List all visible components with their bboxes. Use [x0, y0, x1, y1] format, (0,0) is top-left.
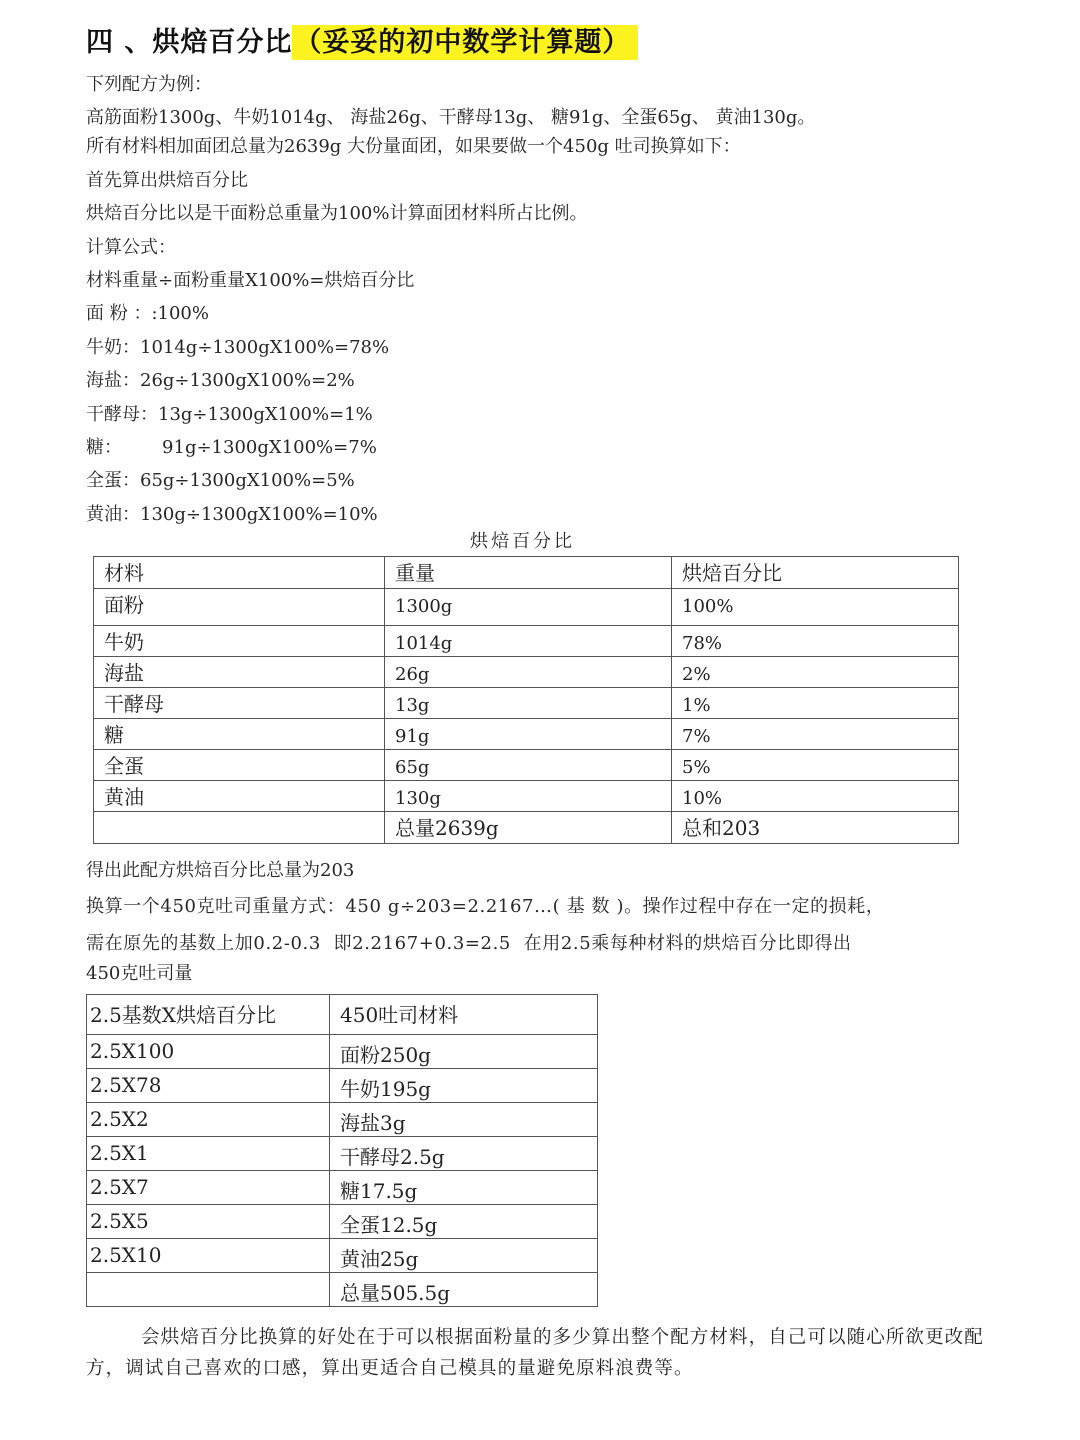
table-row [87, 1205, 598, 1239]
table-cell: 总和203 [672, 812, 959, 844]
formula-line: 糖： 91g÷1300gX100%=7% [86, 437, 377, 458]
intro-line: 计算公式： [86, 237, 176, 258]
table-cell: 总量505.5g [330, 1273, 598, 1307]
table-cell: 26g [385, 657, 672, 688]
table-row [87, 1069, 598, 1103]
table-cell: 牛奶195g [330, 1069, 598, 1103]
table-cell: 2.5X5 [87, 1205, 330, 1239]
table-cell: 全蛋 [94, 750, 385, 781]
table-cell: 糖 [94, 719, 385, 750]
table-row [94, 688, 959, 719]
table-cell: 黄油 [94, 781, 385, 812]
table-total-row [87, 1273, 598, 1307]
table-cell: 2.5X78 [87, 1069, 330, 1103]
table-cell: 2.5X100 [87, 1035, 330, 1069]
formula-line: 牛奶：1014g÷1300gX100%=78% [86, 337, 390, 358]
table-row [94, 781, 959, 812]
table-cell [87, 1273, 330, 1307]
table-row [87, 1035, 598, 1069]
table-cell: 黄油25g [330, 1239, 598, 1273]
table-row [94, 589, 959, 626]
explanation-line: 需在原先的基数上加0.2-0.3 即2.2167+0.3=2.5 在用2.5乘每种材料的烘焙百分比即得出 [86, 933, 852, 954]
table-cell: 13g [385, 688, 672, 719]
table-cell: 全蛋12.5g [330, 1205, 598, 1239]
table-cell: 7% [672, 719, 959, 750]
table-cell: 5% [672, 750, 959, 781]
table-cell: 面粉 [94, 589, 385, 626]
table-cell [94, 812, 385, 844]
table-row [94, 626, 959, 657]
formula-line: 面 粉 ：:100% [86, 303, 209, 324]
table-header-cell: 重量 [385, 557, 672, 589]
table-cell: 总量2639g [385, 812, 672, 844]
formula-line: 干酵母：13g÷1300gX100%=1% [86, 404, 373, 425]
table-header-cell: 烘焙百分比 [672, 557, 959, 589]
formula-line: 黄油：130g÷1300gX100%=10% [86, 504, 378, 525]
intro-line: 高筋面粉1300g、牛奶1014g、 海盐26g、干酵母13g、 糖91g、全蛋65g、 黄油130g。 [86, 107, 816, 128]
table-caption: 烘焙百分比 [470, 531, 575, 552]
table-cell: 100% [672, 589, 959, 626]
table-cell: 牛奶 [94, 626, 385, 657]
table-cell: 面粉250g [330, 1035, 598, 1069]
section-title [86, 20, 638, 59]
table-cell: 65g [385, 750, 672, 781]
table-cell: 2.5X1 [87, 1137, 330, 1171]
title-highlight: （妥妥的初中数学计算题） [292, 25, 638, 60]
table-cell: 2.5X10 [87, 1239, 330, 1273]
table-cell: 海盐 [94, 657, 385, 688]
baking-percentage-table [93, 556, 959, 844]
table-cell: 2.5X7 [87, 1171, 330, 1205]
table-row [94, 719, 959, 750]
table-cell: 1% [672, 688, 959, 719]
formula-line: 海盐：26g÷1300gX100%=2% [86, 370, 355, 391]
table-cell: 干酵母2.5g [330, 1137, 598, 1171]
table-header-cell: 2.5基数X烘焙百分比 [87, 995, 330, 1035]
table-cell: 1014g [385, 626, 672, 657]
table-row [87, 1137, 598, 1171]
title-main: 四 、烘焙百分比 [86, 27, 293, 58]
table-cell: 2.5X2 [87, 1103, 330, 1137]
formula-line: 全蛋：65g÷1300gX100%=5% [86, 470, 355, 491]
table-total-row [94, 812, 959, 844]
intro-line: 烘焙百分比以是干面粉总重量为100%计算面团材料所占比例。 [86, 203, 588, 224]
closing-paragraph: 会烘焙百分比换算的好处在于可以根据面粉量的多少算出整个配方材料，自己可以随心所欲更改配方，调试自己喜欢的口感，算出更适合自己模具的量避免原料浪费等。 [86, 1327, 984, 1379]
table-header-cell: 材料 [94, 557, 385, 589]
table-cell: 130g [385, 781, 672, 812]
formula-line: 材料重量÷面粉重量X100%=烘焙百分比 [86, 270, 415, 291]
table-header-cell: 450吐司材料 [330, 995, 598, 1035]
table-row [94, 750, 959, 781]
table-row [87, 1103, 598, 1137]
table-row [94, 657, 959, 688]
table-row [87, 1239, 598, 1273]
intro-line: 首先算出烘焙百分比 [86, 170, 248, 191]
table-cell: 1300g [385, 589, 672, 626]
table-header-row [94, 557, 959, 589]
table-cell: 10% [672, 781, 959, 812]
table-cell: 91g [385, 719, 672, 750]
table-cell: 干酵母 [94, 688, 385, 719]
intro-line: 所有材料相加面团总量为2639g 大份量面团，如果要做一个450g 吐司换算如下： [86, 136, 741, 157]
table-header-row [87, 995, 598, 1035]
table-cell: 2% [672, 657, 959, 688]
table-cell: 糖17.5g [330, 1171, 598, 1205]
table-cell: 78% [672, 626, 959, 657]
table-row [87, 1171, 598, 1205]
result-line: 得出此配方烘焙百分比总量为203 [86, 860, 355, 881]
conversion-table [86, 994, 598, 1307]
table-cell: 海盐3g [330, 1103, 598, 1137]
explanation-line: 450克吐司量 [86, 963, 193, 984]
intro-line: 下列配方为例： [86, 74, 212, 95]
explanation-line: 换算一个450克吐司重量方式：450 g÷203=2.2167…( 基 数 )。操作过程中存在一定的损耗， [86, 896, 885, 917]
